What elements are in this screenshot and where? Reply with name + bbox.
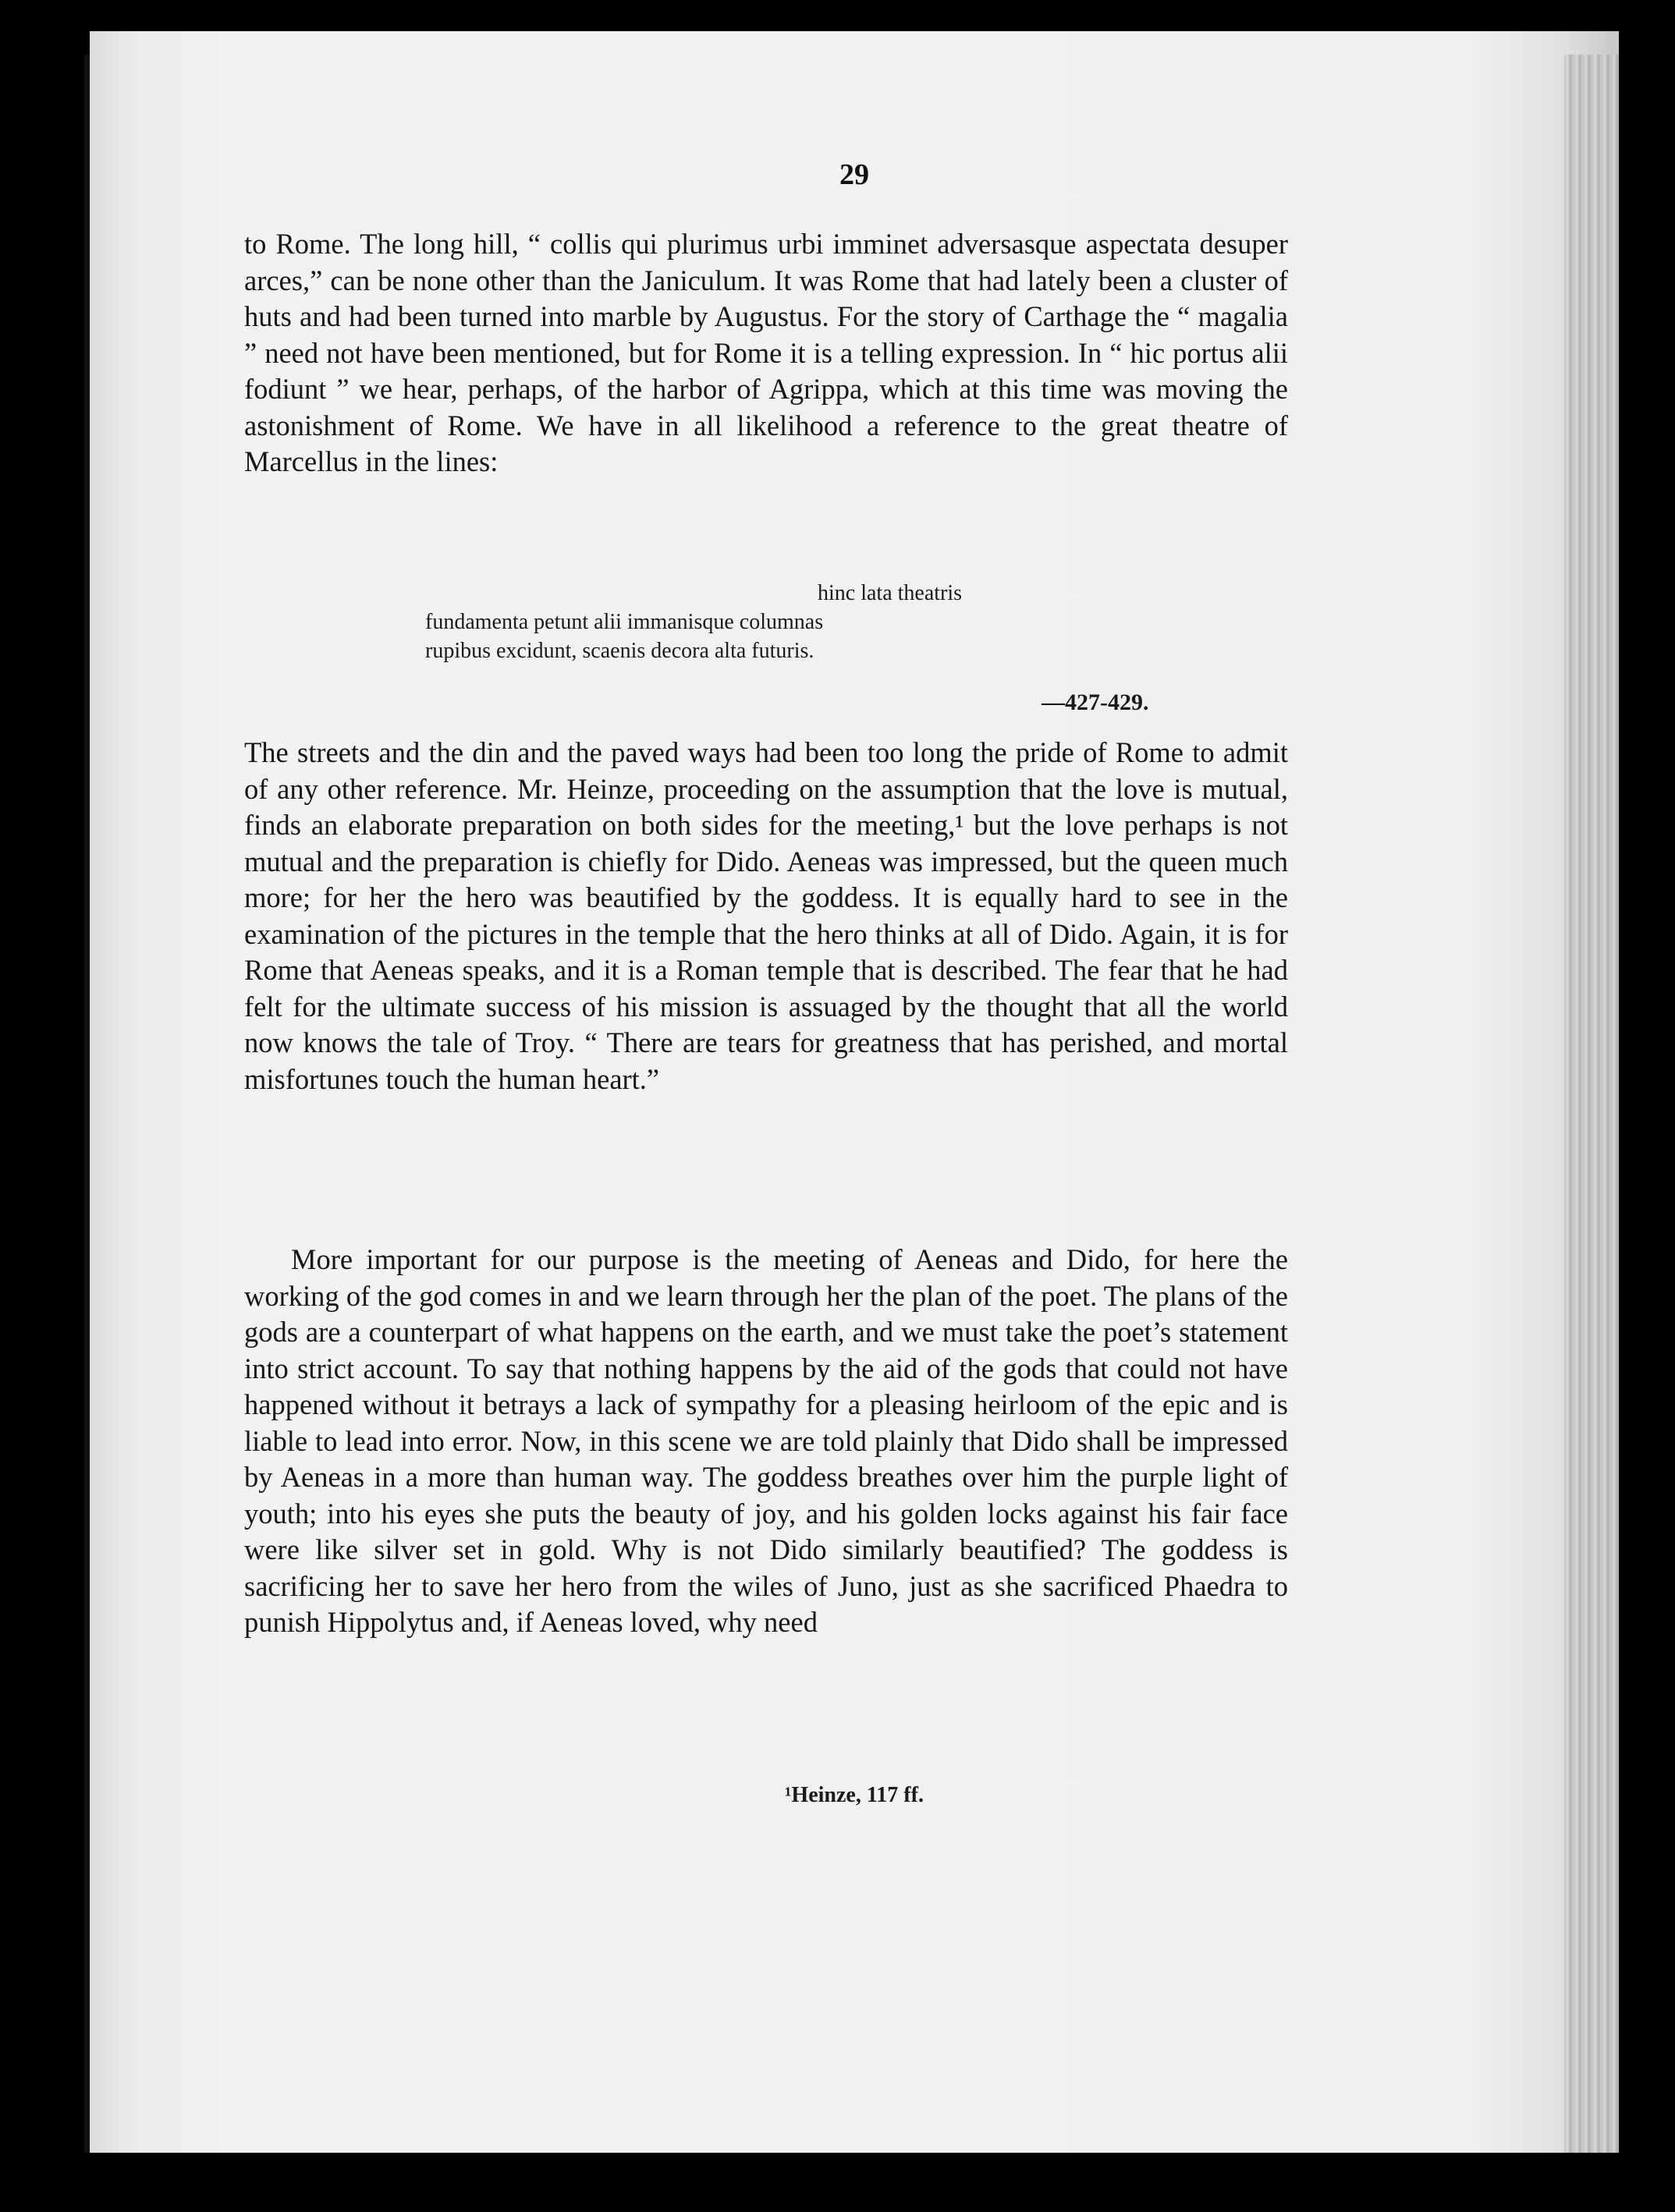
book-page	[90, 31, 1619, 2153]
verse-quotation	[425, 579, 1127, 665]
verse-line-1: hinc lata theatris	[818, 581, 963, 605]
paragraph-2	[244, 735, 1288, 1097]
verse-citation: —427-429.	[1042, 689, 1149, 715]
paragraph-3	[244, 1242, 1288, 1641]
verse-line-2: fundamenta petunt alii immanisque columnas	[425, 610, 824, 634]
page-number: 29	[839, 158, 869, 191]
page-binding-edge	[1564, 55, 1619, 2153]
footnote: ¹Heinze, 117 ff.	[785, 1783, 924, 1807]
verse-line-3: rupibus excidunt, scaenis decora alta futuris.	[425, 639, 814, 663]
paragraph-3-text: More important for our purpose is the meeting of Aeneas and Dido, for here the working of the god comes in and we learn through her the plan of the poet. The plans of the gods are a counterpart of what happens on the earth, and we must take the poet’s statement into strict account. To say that nothing happens by the aid of the gods that could not have happened without it betrays a lack of sympathy for a pleasing heirloom of the epic and is liable to lead into error. Now, in this scene we are told plainly that Dido shall be impressed by Aeneas in a more than human way. The goddess breathes over him the purple light of youth; into his eyes she puts the beauty of joy, and his golden locks against his fair face were like silver set in gold. Why is not Dido similarly beautified? The goddess is sacrificing her to save her hero from the wiles of Juno, just as she sacrificed Phaedra to punish Hippolytus and, if Aeneas loved, why need	[244, 1243, 1288, 1638]
paragraph-1-text: to Rome. The long hill, “ collis qui plurimus urbi imminet adversasque aspectata desuper arces,” can be none other than the Janiculum. It was Rome that had lately been a cluster of huts and had been turned into marble by Augustus. For the story of Carthage the “ magalia ” need not have been mentioned, but for Rome it is a telling expression. In “ hic portus alii fodiunt ” we hear, perhaps, of the harbor of Agrippa, which at this time was moving the astonishment of Rome. We have in all likelihood a reference to the great theatre of Marcellus in the lines:	[244, 228, 1288, 477]
paragraph-2-text: The streets and the din and the paved ways had been too long the pride of Rome to admit of any other reference. Mr. Heinze, proceeding on the assumption that the love is mutual, finds an elaborate preparation on both sides for the meeting,¹ but the love perhaps is not mutual and the preparation is chiefly for Dido. Aeneas was impressed, but the queen much more; for her the hero was beautified by the goddess. It is equally hard to see in the examination of the pictures in the temple that the hero thinks at all of Dido. Again, it is for Rome that Aeneas speaks, and it is a Roman temple that is described. The fear that he had felt for the ultimate success of his mission is assuaged by the thought that all the world now knows the tale of Troy. “ There are tears for greatness that has perished, and mortal misfortunes touch the human heart.”	[244, 736, 1288, 1095]
paragraph-1	[244, 226, 1288, 480]
